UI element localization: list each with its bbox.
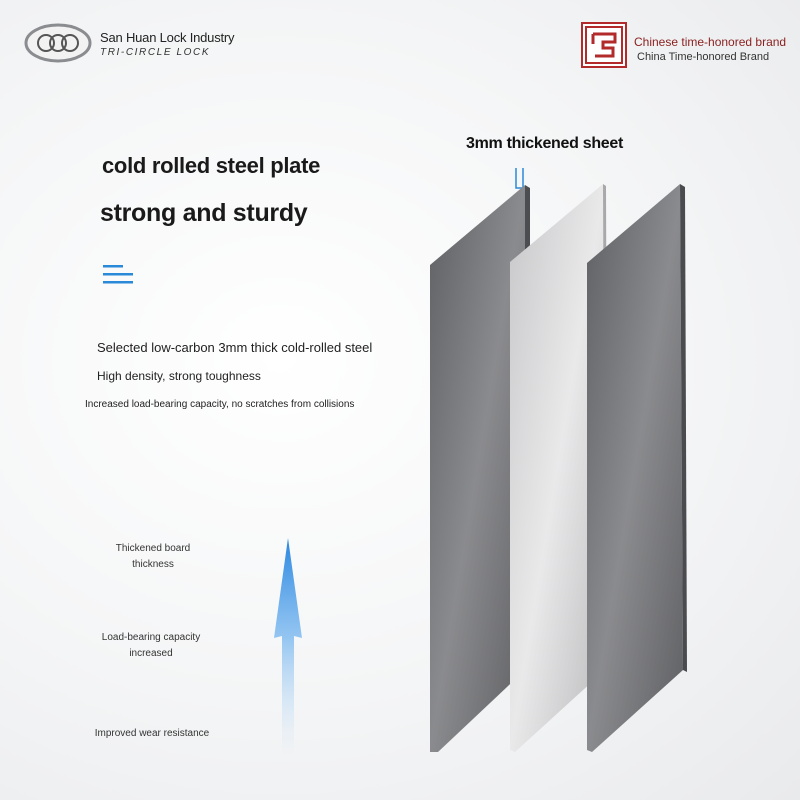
time-honored-brand-cn: Chinese time-honored brand — [634, 35, 787, 49]
brand-subtitle: TRI-CIRCLE LOCK — [100, 47, 211, 58]
feature-item: High density, strong toughness — [97, 369, 261, 383]
headline-material: cold rolled steel plate — [102, 153, 321, 178]
menu-lines-icon — [103, 263, 135, 285]
steel-plate — [587, 184, 683, 752]
benefit-thickness — [93, 541, 213, 573]
sheet-thickness-label: 3mm thickened sheet — [466, 135, 624, 152]
benefit-wear-resistance — [92, 726, 212, 742]
benefit-load-bearing — [91, 630, 211, 662]
time-honored-brand-en: China Time-honored Brand — [637, 51, 770, 63]
up-arrow-icon — [272, 538, 304, 758]
three-rings-logo-icon — [24, 22, 92, 64]
thickness-marker — [516, 168, 523, 188]
benefit-line: Load-bearing capacity — [101, 632, 201, 643]
steel-plates-illustration — [420, 160, 690, 760]
benefit-line: thickness — [132, 559, 174, 570]
benefit-line: Thickened board — [115, 543, 191, 554]
brand-name: San Huan Lock Industry — [100, 30, 235, 45]
headline-sturdy: strong and sturdy — [100, 199, 308, 227]
benefit-line: increased — [129, 648, 173, 659]
benefit-line: Improved wear resistance — [94, 728, 210, 739]
feature-item: Increased load-bearing capacity, no scratches from collisions — [85, 399, 355, 410]
feature-item: Selected low-carbon 3mm thick cold-rolled steel — [97, 340, 373, 355]
red-seal-icon — [581, 22, 627, 68]
